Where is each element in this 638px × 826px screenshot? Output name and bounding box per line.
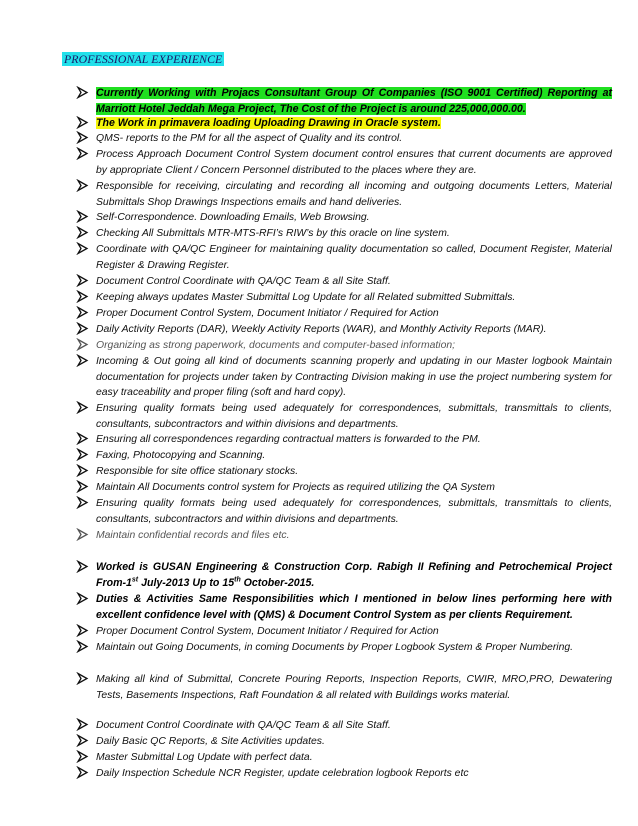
- item-text: Daily Basic QC Reports, & Site Activities updates.: [96, 736, 325, 747]
- arrow-bullet-icon: [76, 338, 90, 352]
- item-text: Coordinate with QA/QC Engineer for maintaining quality documentation so called, Document Register, Material Register & Drawing Register.: [96, 244, 612, 271]
- arrow-bullet-icon: [76, 766, 90, 780]
- item-text: Incoming & Out going all kind of documents scanning properly and updating in our Master logbook Maintain documentation for projects under taken by Contracting Division making in use the project numbering system for easy traceability and proper filing (soft and hard copy).: [96, 356, 612, 399]
- arrow-bullet-icon: [76, 354, 90, 368]
- item-text: Master Submittal Log Update with perfect data.: [96, 752, 313, 763]
- arrow-bullet-icon: [76, 718, 90, 732]
- item-text: Ensuring quality formats being used adequately for correspondences, submittals, transmittals to clients, consultants, subcontractors and within divisions and departments.: [96, 403, 612, 430]
- arrow-bullet-icon: [76, 496, 90, 510]
- arrow-bullet-icon: [76, 640, 90, 654]
- arrow-bullet-icon: [76, 274, 90, 288]
- item-text: Making all kind of Submittal, Concrete Pouring Reports, Inspection Reports, CWIR, MRO,PRO, Dewatering Tests, Basements Inspections, Raft Foundation & all related with Buildings works material.: [96, 674, 612, 701]
- arrow-bullet-icon: [76, 401, 90, 415]
- arrow-bullet-icon: [76, 448, 90, 462]
- arrow-bullet-icon: [76, 592, 90, 606]
- arrow-bullet-icon: [76, 242, 90, 256]
- item-text: Proper Document Control System, Document Initiator / Required for Action: [96, 308, 439, 319]
- item-text: Maintain confidential records and files etc.: [96, 530, 290, 541]
- item-text: Maintain out Going Documents, in coming Documents by Proper Logbook System & Proper Numbering.: [96, 642, 574, 653]
- item-text: Daily Inspection Schedule NCR Register, update celebration logbook Reports etc: [96, 768, 469, 779]
- item-text: Duties & Activities Same Responsibilities which I mentioned in below lines performing here with excellent confidence level with (QMS) & Document Control System as per clients Requirement.: [96, 593, 612, 621]
- item-text: Maintain All Documents control system for Projects as required utilizing the QA System: [96, 482, 495, 493]
- arrow-bullet-icon: [76, 116, 90, 130]
- item-text: Responsible for site office stationary stocks.: [96, 466, 299, 477]
- arrow-bullet-icon: [76, 86, 90, 100]
- arrow-bullet-icon: [76, 750, 90, 764]
- item-text: Self-Correspondence. Downloading Emails, Web Browsing.: [96, 212, 370, 223]
- arrow-bullet-icon: [76, 226, 90, 240]
- item-text: Daily Activity Reports (DAR), Weekly Activity Reports (WAR), and Monthly Activity Reports (MAR).: [96, 324, 547, 335]
- item-text: The Work in primavera loading Uploading Drawing in Oracle system.: [96, 117, 441, 129]
- arrow-bullet-icon: [76, 306, 90, 320]
- item-text: Process Approach Document Control System document control ensures that current documents are approved by appropriate Client / Concern Personnel distributed to the places where they are.: [96, 149, 612, 176]
- item-text: Ensuring all correspondences regarding contractual matters is forwarded to the PM.: [96, 434, 481, 445]
- arrow-bullet-icon: [76, 480, 90, 494]
- item-text: QMS- reports to the PM for all the aspect of Quality and its control.: [96, 133, 403, 144]
- arrow-bullet-icon: [76, 322, 90, 336]
- item-text: Faxing, Photocopying and Scanning.: [96, 450, 266, 461]
- arrow-bullet-icon: [76, 528, 90, 542]
- item-text: Organizing as strong paperwork, documents and computer-based information;: [96, 340, 456, 351]
- arrow-bullet-icon: [76, 147, 90, 161]
- arrow-bullet-icon: [76, 624, 90, 638]
- item-text: Ensuring quality formats being used adequately for correspondences, submittals, transmittals to clients, consultants, subcontractors and within divisions and departments.: [96, 498, 612, 525]
- arrow-bullet-icon: [76, 734, 90, 748]
- item-text: Currently Working with Projacs Consultant Group Of Companies (ISO 9001 Certified) Reporting at Marriott Hotel Jeddah Mega Project, The Cost of the Project is around 225,000,000.00.: [96, 87, 612, 115]
- arrow-bullet-icon: [76, 290, 90, 304]
- item-text: Document Control Coordinate with QA/QC Team & all Site Staff.: [96, 276, 391, 287]
- item-text: Checking All Submittals MTR-MTS-RFI’s RIW’s by this oracle on line system.: [96, 228, 450, 239]
- arrow-bullet-icon: [76, 210, 90, 224]
- arrow-bullet-icon: [76, 464, 90, 478]
- item-text: Worked is GUSAN Engineering & Construction Corp. Rabigh II Refining and Petrochemical Project From-1st July-2013 Up to 15th October-2015.: [96, 561, 612, 589]
- arrow-bullet-icon: [76, 560, 90, 574]
- arrow-bullet-icon: [76, 179, 90, 193]
- arrow-bullet-icon: [76, 432, 90, 446]
- item-text: Keeping always updates Master Submittal Log Update for all Related submitted Submittals.: [96, 292, 516, 303]
- item-text: Document Control Coordinate with QA/QC Team & all Site Staff.: [96, 720, 391, 731]
- item-text: Responsible for receiving, circulating and recording all incoming and outgoing documents Letters, Material Submittals Shop Drawings Inspections emails and hand deliveries.: [96, 181, 612, 208]
- arrow-bullet-icon: [76, 131, 90, 145]
- section-heading: PROFESSIONAL EXPERIENCE: [64, 52, 223, 66]
- arrow-bullet-icon: [76, 672, 90, 686]
- item-text: Proper Document Control System, Document Initiator / Required for Action: [96, 626, 439, 637]
